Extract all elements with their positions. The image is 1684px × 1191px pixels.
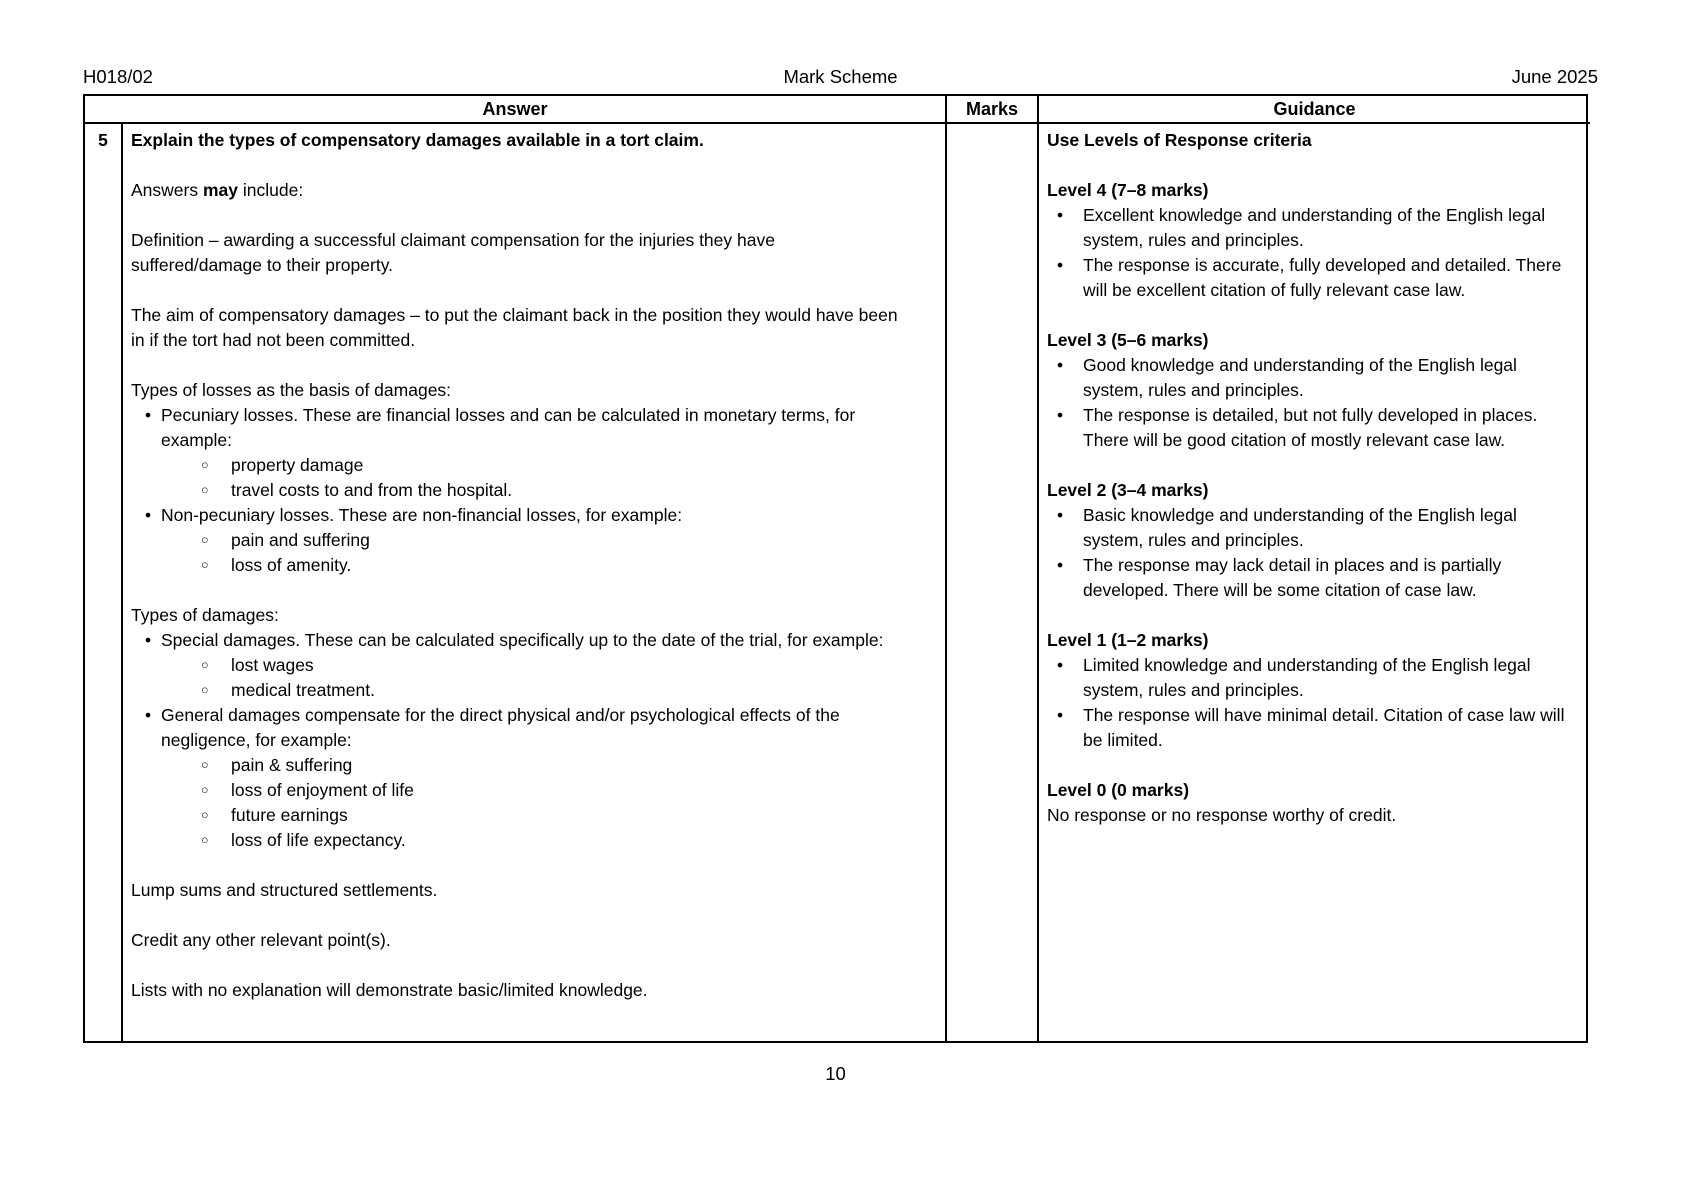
answers-may-include-line xyxy=(131,178,900,203)
guidance-bullet xyxy=(1047,203,1580,253)
question-number-cell: 5 xyxy=(85,124,123,1041)
sub-list-item xyxy=(131,778,900,803)
circle-bullet-icon: ○ xyxy=(201,833,209,847)
list-item-text: Special damages. These can be calculated specifically up to the date of the trial, for example: xyxy=(161,630,884,650)
level-1-title: Level 1 (1–2 marks) xyxy=(1047,630,1209,650)
bullet-icon: • xyxy=(1057,205,1064,225)
column-header-guidance: Guidance xyxy=(1039,96,1590,124)
sub-list-item-text: travel costs to and from the hospital. xyxy=(231,480,513,500)
aim-paragraph: The aim of compensatory damages – to put the claimant back in the position they would have been in if the tort had not been committed. xyxy=(131,305,898,350)
sub-list-item xyxy=(131,553,900,578)
list-item-text: Pecuniary losses. These are financial losses and can be calculated in monetary terms, for example: xyxy=(161,405,856,450)
guidance-bullet xyxy=(1047,503,1580,553)
guidance-bullet xyxy=(1047,553,1580,603)
sub-list-item xyxy=(131,653,900,678)
sub-list-item xyxy=(131,753,900,778)
page-number: 10 xyxy=(825,1063,846,1084)
sub-list-item xyxy=(131,678,900,703)
guidance-bullet xyxy=(1047,353,1580,403)
circle-bullet-icon: ○ xyxy=(201,458,209,472)
bullet-icon: • xyxy=(145,505,152,525)
bullet-icon: • xyxy=(145,630,152,650)
bullet-icon: • xyxy=(1057,255,1064,275)
sub-list-item-text: future earnings xyxy=(231,805,348,825)
guidance-bullet-text: Basic knowledge and understanding of the English legal system, rules and principles. xyxy=(1083,505,1517,550)
column-header-marks: Marks xyxy=(947,96,1039,124)
guidance-bullet xyxy=(1047,703,1580,753)
circle-bullet-icon: ○ xyxy=(201,533,209,547)
bullet-icon: • xyxy=(145,405,152,425)
sub-list-item-text: loss of enjoyment of life xyxy=(231,780,414,800)
sub-list-item xyxy=(131,453,900,478)
bullet-icon: • xyxy=(1057,705,1064,725)
bullet-icon: • xyxy=(1057,655,1064,675)
guidance-bullet-text: Excellent knowledge and understanding of the English legal system, rules and principles. xyxy=(1083,205,1546,250)
guidance-bullet-text: The response is accurate, fully developed and detailed. There will be excellent citation of fully relevant case law. xyxy=(1083,255,1562,300)
page-header xyxy=(83,66,1598,92)
column-header-answer: Answer xyxy=(85,96,947,124)
guidance-bullet-text: The response may lack detail in places and is partially developed. There will be some citation of case law. xyxy=(1083,555,1502,600)
circle-bullet-icon: ○ xyxy=(201,683,209,697)
list-item-text: General damages compensate for the direct physical and/or psychological effects of the negligence, for example: xyxy=(161,705,840,750)
sub-list-item-text: property damage xyxy=(231,455,364,475)
definition-paragraph: Definition – awarding a successful claimant compensation for the injuries they have suffered/damage to their property. xyxy=(131,230,775,275)
list-item xyxy=(131,628,900,653)
intro-prefix: Answers xyxy=(131,180,203,200)
document-date: June 2025 xyxy=(1511,66,1598,87)
marks-cell xyxy=(947,124,1039,1041)
guidance-heading: Use Levels of Response criteria xyxy=(1047,130,1312,150)
document-code: H018/02 xyxy=(83,66,153,87)
question-text: Explain the types of compensatory damages available in a tort claim. xyxy=(131,130,704,150)
guidance-bullet-text: The response is detailed, but not fully developed in places. There will be good citation of mostly relevant case law. xyxy=(1083,405,1538,450)
losses-heading: Types of losses as the basis of damages: xyxy=(131,380,452,400)
sub-list-item-text: pain and suffering xyxy=(231,530,370,550)
answer-cell xyxy=(123,124,947,1041)
sub-list-item xyxy=(131,478,900,503)
sub-list-item-text: loss of life expectancy. xyxy=(231,830,406,850)
guidance-bullet xyxy=(1047,253,1580,303)
level-4-title: Level 4 (7–8 marks) xyxy=(1047,180,1209,200)
sub-list-item xyxy=(131,528,900,553)
sub-list-item-text: medical treatment. xyxy=(231,680,375,700)
circle-bullet-icon: ○ xyxy=(201,783,209,797)
circle-bullet-icon: ○ xyxy=(201,758,209,772)
document-title: Mark Scheme xyxy=(783,66,898,87)
sub-list-item-text: pain & suffering xyxy=(231,755,353,775)
circle-bullet-icon: ○ xyxy=(201,483,209,497)
circle-bullet-icon: ○ xyxy=(201,558,209,572)
level-0-text: No response or no response worthy of credit. xyxy=(1047,805,1397,825)
bullet-icon: • xyxy=(1057,555,1064,575)
lump-sums-paragraph: Lump sums and structured settlements. xyxy=(131,880,438,900)
list-item xyxy=(131,503,900,528)
guidance-bullet-text: Good knowledge and understanding of the English legal system, rules and principles. xyxy=(1083,355,1517,400)
bullet-icon: • xyxy=(1057,355,1064,375)
circle-bullet-icon: ○ xyxy=(201,658,209,672)
bullet-icon: • xyxy=(145,705,152,725)
guidance-bullet-text: Limited knowledge and understanding of the English legal system, rules and principles. xyxy=(1083,655,1531,700)
bullet-icon: • xyxy=(1057,505,1064,525)
sub-list-item-text: loss of amenity. xyxy=(231,555,352,575)
bullet-icon: • xyxy=(1057,405,1064,425)
sub-list-item xyxy=(131,828,900,853)
guidance-cell xyxy=(1039,124,1590,1041)
lists-note-paragraph: Lists with no explanation will demonstrate basic/limited knowledge. xyxy=(131,980,648,1000)
mark-scheme-table xyxy=(83,94,1588,1043)
level-2-title: Level 2 (3–4 marks) xyxy=(1047,480,1209,500)
level-0-title: Level 0 (0 marks) xyxy=(1047,780,1190,800)
intro-suffix: include: xyxy=(238,180,304,200)
list-item-text: Non-pecuniary losses. These are non-financial losses, for example: xyxy=(161,505,683,525)
list-item xyxy=(131,403,900,453)
level-3-title: Level 3 (5–6 marks) xyxy=(1047,330,1209,350)
credit-paragraph: Credit any other relevant point(s). xyxy=(131,930,391,950)
guidance-bullet-text: The response will have minimal detail. Citation of case law will be limited. xyxy=(1083,705,1565,750)
circle-bullet-icon: ○ xyxy=(201,808,209,822)
sub-list-item-text: lost wages xyxy=(231,655,314,675)
sub-list-item xyxy=(131,803,900,828)
guidance-bullet xyxy=(1047,653,1580,703)
damages-heading: Types of damages: xyxy=(131,605,279,625)
guidance-bullet xyxy=(1047,403,1580,453)
intro-bold: may xyxy=(202,180,238,200)
list-item xyxy=(131,703,900,753)
